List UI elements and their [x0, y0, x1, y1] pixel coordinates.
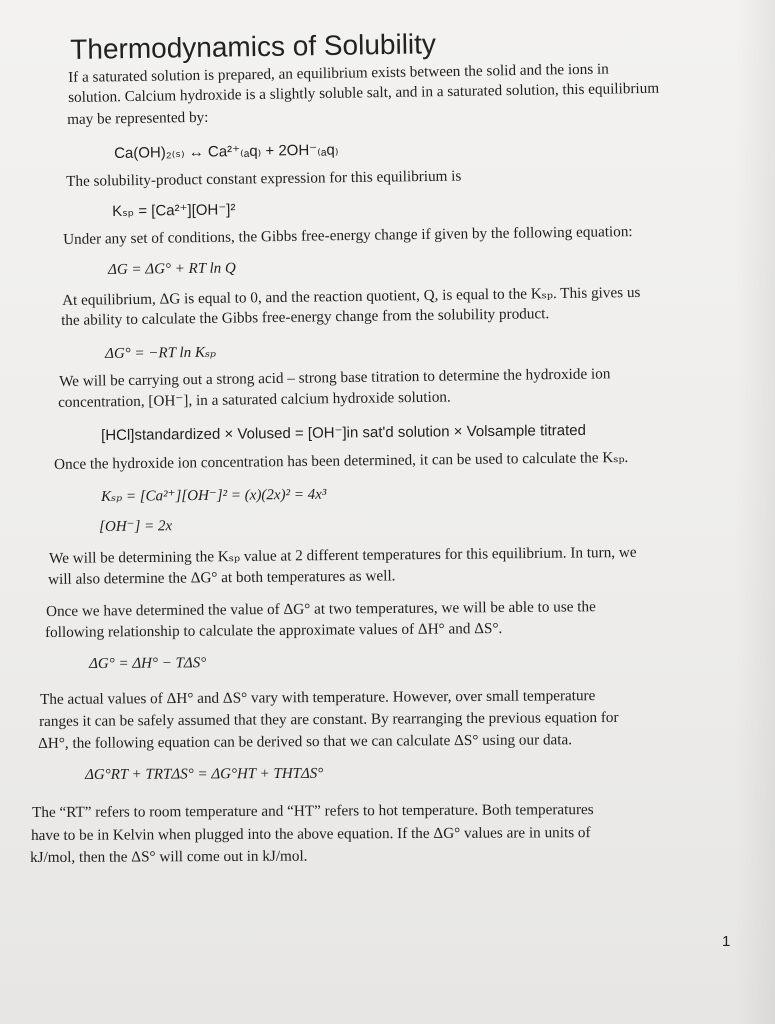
- paragraph-line: concentration, [OH⁻], in a saturated calcium hydroxide solution.: [58, 388, 451, 411]
- paragraph-line: kJ/mol, then the ΔS° will come out in kJ/mol.: [30, 847, 308, 866]
- paragraph-line: Once the hydroxide ion concentration has been determined, it can be used to calculate the Kₛₚ.: [54, 448, 629, 473]
- paragraph-line: following relationship to calculate the approximate values of ΔH° and ΔS°.: [45, 620, 503, 641]
- paragraph-line: solution. Calcium hydroxide is a slightly soluble salt, and in a saturated solution, this equilibrium: [68, 79, 660, 106]
- equation-titration: [HCl]standardized × Volused = [OH⁻]in sat'd solution × Volsample titrated: [101, 421, 586, 444]
- paragraph-line: The solubility-product constant expression for this equilibrium is: [66, 167, 462, 190]
- paragraph-line: The actual values of ΔH° and ΔS° vary with temperature. However, over small temperature: [40, 687, 596, 708]
- paragraph-line: have to be in Kelvin when plugged into the above equation. If the ΔG° values are in units of: [31, 824, 591, 844]
- equation-oh-2x: [OH⁻] = 2x: [99, 518, 173, 535]
- paragraph-line: the ability to calculate the Gibbs free-energy change from the solubility product.: [61, 305, 550, 329]
- equation-gibbs: ΔG = ΔG° + RT ln Q: [108, 260, 236, 278]
- paragraph-line: We will be determining the Kₛₚ value at 2 different temperatures for this equilibrium. In turn, we: [49, 543, 637, 567]
- paragraph-line: ΔH°, the following equation can be derived so that we can calculate ΔS° using our data.: [38, 731, 573, 752]
- paragraph-line: At equilibrium, ΔG is equal to 0, and the reaction quotient, Q, is equal to the Kₛₚ. This gives us: [62, 283, 641, 309]
- equation-entropy: ΔG°RT + TRTΔS° = ΔG°HT + THTΔS°: [85, 765, 324, 783]
- page-number: 1: [722, 933, 731, 950]
- equation-ksp-x: Kₛₚ = [Ca²⁺][OH⁻]² = (x)(2x)² = 4x³: [101, 486, 327, 505]
- paragraph-line: The “RT” refers to room temperature and “HT” refers to hot temperature. Both temperatures: [32, 801, 594, 821]
- page-title: Thermodynamics of Solubility: [70, 28, 437, 65]
- equation-ksp: Kₛₚ = [Ca²⁺][OH⁻]²: [112, 201, 236, 220]
- equation-dissolution: Ca(OH)₂₍ₛ₎ ↔ Ca²⁺₍ₐq₎ + 2OH⁻₍ₐq₎: [114, 141, 339, 162]
- paragraph-line: may be represented by:: [67, 108, 209, 128]
- equation-gibbs-enthalpy: ΔG° = ΔH° − TΔS°: [89, 655, 207, 672]
- paragraph-line: Under any set of conditions, the Gibbs free-energy change if given by the following equation:: [63, 223, 633, 248]
- paragraph-line: will also determine the ΔG° at both temperatures as well.: [48, 567, 396, 588]
- paragraph-line: Once we have determined the value of ΔG° at two temperatures, we will be able to use the: [46, 598, 596, 620]
- paragraph-line: ranges it can be safely assumed that they are constant. By rearranging the previous equation for: [39, 708, 619, 730]
- paragraph-line: We will be carrying out a strong acid – strong base titration to determine the hydroxide ion: [59, 365, 611, 390]
- paragraph-line: If a saturated solution is prepared, an equilibrium exists between the solid and the ions in: [68, 60, 609, 86]
- equation-standard-gibbs: ΔG° = −RT ln Kₛₚ: [105, 344, 217, 362]
